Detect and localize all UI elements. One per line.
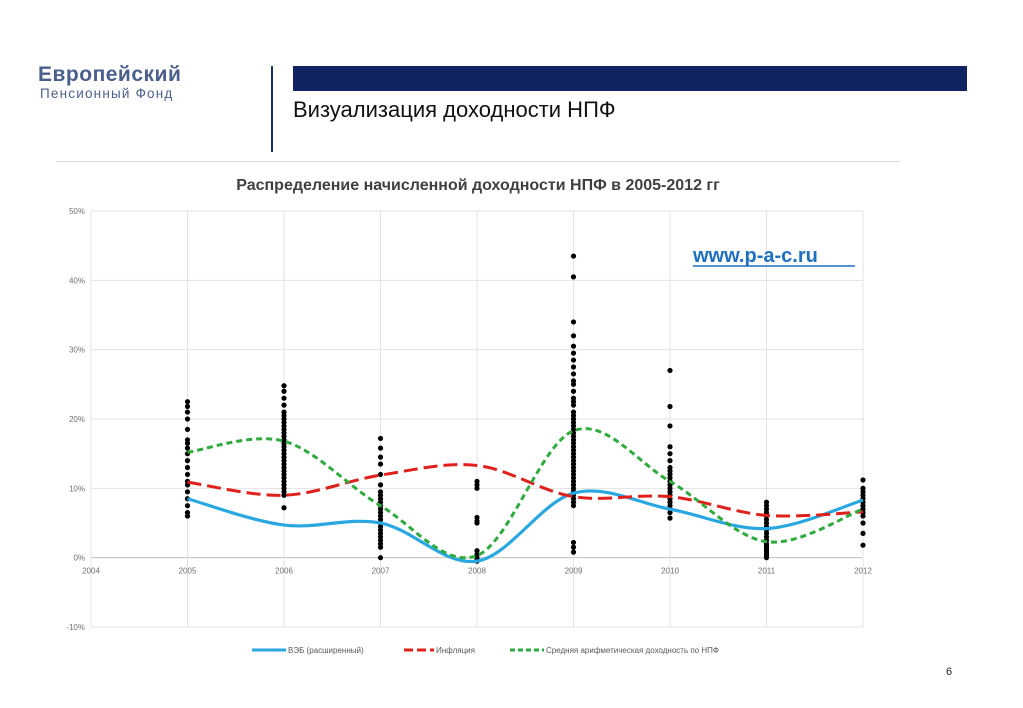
scatter-point (667, 444, 672, 449)
x-tick-label: 2009 (564, 566, 583, 576)
title-bar (293, 66, 967, 91)
slide-title: Визуализация доходности НПФ (293, 97, 616, 122)
scatter-point (474, 520, 479, 525)
scatter-point (571, 550, 576, 555)
series-line-inflation (188, 465, 864, 516)
chart-title: Распределение начисленной доходности НПФ в 2005-2012 гг (236, 177, 720, 194)
y-tick-label: 10% (68, 484, 85, 494)
y-tick-label: 30% (68, 345, 85, 355)
scatter-point (571, 319, 576, 324)
y-tick-label: 20% (68, 415, 85, 424)
scatter-point (378, 472, 383, 477)
url-annotation: www.p-a-c.ru (693, 245, 818, 267)
x-tick-label: 2004 (82, 566, 100, 576)
scatter-point (378, 455, 383, 460)
scatter-point (185, 416, 190, 421)
scatter-point (185, 427, 190, 432)
scatter-point (571, 540, 576, 545)
scatter-point (281, 383, 286, 388)
scatter-point (860, 513, 865, 518)
scatter-point (571, 357, 576, 362)
y-tick-label: -10% (66, 623, 85, 632)
scatter-point (281, 403, 286, 408)
scatter-point (378, 555, 383, 560)
scatter-point (378, 446, 383, 451)
scatter-point (185, 503, 190, 508)
scatter-point (281, 493, 286, 498)
scatter-point (185, 441, 190, 446)
scatter-point (571, 253, 576, 258)
series-line-veb (188, 491, 864, 562)
scatter-point (571, 403, 576, 408)
scatter-point (860, 477, 865, 482)
scatter-point (185, 446, 190, 451)
x-tick-label: 2007 (371, 566, 390, 576)
x-tick-label: 2006 (275, 566, 293, 576)
x-tick-label: 2010 (661, 566, 679, 576)
scatter-point (378, 545, 383, 550)
scatter-point (860, 531, 865, 536)
legend-label: Инфляция (436, 646, 475, 655)
legend-label: ВЭБ (расширенный) (288, 646, 364, 655)
scatter-point (571, 545, 576, 550)
scatter-point (571, 364, 576, 369)
scatter-point (185, 399, 190, 404)
scatter-point (667, 451, 672, 456)
scatter-point (571, 371, 576, 376)
scatter-point (378, 436, 383, 441)
scatter-point (281, 505, 286, 510)
scatter-point (185, 513, 190, 518)
scatter-point (281, 396, 286, 401)
y-tick-label: 50% (68, 207, 85, 216)
scatter-point (571, 351, 576, 356)
x-tick-label: 2005 (178, 566, 197, 576)
y-tick-label: 40% (68, 276, 85, 286)
scatter-point (571, 274, 576, 279)
scatter-point (764, 555, 769, 560)
scatter-point (474, 486, 479, 491)
scatter-point (185, 404, 190, 409)
company-logo (38, 64, 181, 102)
scatter-point (860, 520, 865, 525)
scatter-point (860, 543, 865, 548)
vertical-divider (271, 66, 273, 152)
scatter-point (571, 389, 576, 394)
scatter-point (667, 458, 672, 463)
x-tick-label: 2008 (468, 566, 486, 576)
legend-label: Средняя арифметическая доходность по НПФ (546, 646, 719, 655)
scatter-point (281, 389, 286, 394)
scatter-point (378, 461, 383, 466)
scatter-point (667, 368, 672, 373)
series-line-npf-average (188, 429, 864, 558)
scatter-point (185, 465, 190, 470)
scatter-point (378, 482, 383, 487)
scatter-point (667, 516, 672, 521)
y-tick-label: 0% (73, 553, 85, 563)
scatter-point (185, 409, 190, 414)
scatter-point (571, 382, 576, 387)
x-tick-label: 2012 (854, 566, 872, 576)
x-tick-label: 2011 (757, 566, 776, 576)
logo-line1: Европейский (38, 63, 182, 86)
logo-line2: Пенсионный Фонд (40, 86, 174, 101)
page-number: 6 (946, 666, 953, 678)
chart-panel (56, 161, 900, 667)
scatter-point (571, 333, 576, 338)
scatter-point (185, 472, 190, 477)
scatter-point (571, 503, 576, 508)
scatter-point (185, 489, 190, 494)
scatter-point (667, 423, 672, 428)
scatter-point (667, 404, 672, 409)
scatter-point (571, 344, 576, 349)
chart-svg (56, 161, 900, 667)
scatter-point (185, 458, 190, 463)
